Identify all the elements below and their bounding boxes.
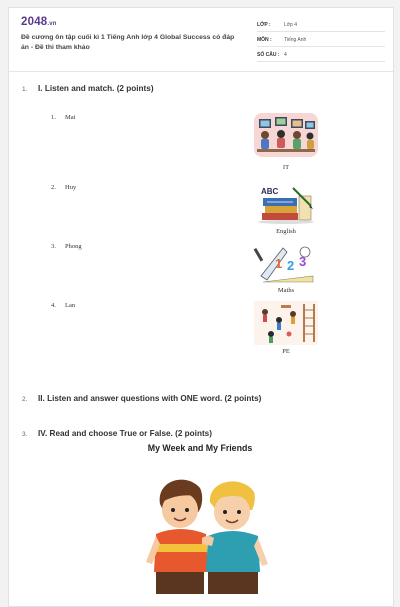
svg-text:1: 1 xyxy=(275,256,283,271)
section-2-heading: 2. II. Listen and answer questions with ONE word. (2 points) xyxy=(22,394,262,403)
subject-label-it: IT xyxy=(282,164,290,171)
document-title: Đề cương ôn tập cuối kì 1 Tiếng Anh lớp 4 Global Success có đáp án - Đề thi tham khảo xyxy=(21,34,235,51)
svg-text:2: 2 xyxy=(287,258,295,273)
match-name-4: 4. Lan xyxy=(51,302,76,309)
section-1-heading: 1. I. Listen and match. (2 points) xyxy=(22,84,154,93)
meta-subject: MÔN : Tiếng Anh xyxy=(257,34,385,47)
story-title: My Week and My Friends xyxy=(147,443,253,453)
computer-class-icon xyxy=(253,112,319,158)
english-books-icon xyxy=(253,180,319,226)
match-name-3: 3. Phong xyxy=(51,243,82,250)
svg-text:3: 3 xyxy=(299,254,307,269)
subject-label-english: English xyxy=(276,228,296,235)
header-divider xyxy=(9,71,393,72)
match-name-1: 1. Mai xyxy=(51,114,76,121)
svg-text:ABC: ABC xyxy=(261,187,279,196)
maths-tools-icon xyxy=(253,240,319,286)
meta-question-count: SỐ CÂU : 4 xyxy=(257,49,385,62)
subject-label-maths: Maths xyxy=(277,287,295,294)
two-boys-illustration xyxy=(142,468,272,600)
pe-gym-icon xyxy=(253,300,319,346)
subject-label-pe: PE xyxy=(282,348,290,355)
match-name-2: 2. Huy xyxy=(51,184,77,191)
header xyxy=(9,8,393,68)
site-logo[interactable]: 2048.vn xyxy=(21,16,57,28)
meta-grade: LỚP : Lớp 4 xyxy=(257,19,385,32)
section-3-heading: 3. IV. Read and choose True or False. (2 points) xyxy=(22,429,212,438)
